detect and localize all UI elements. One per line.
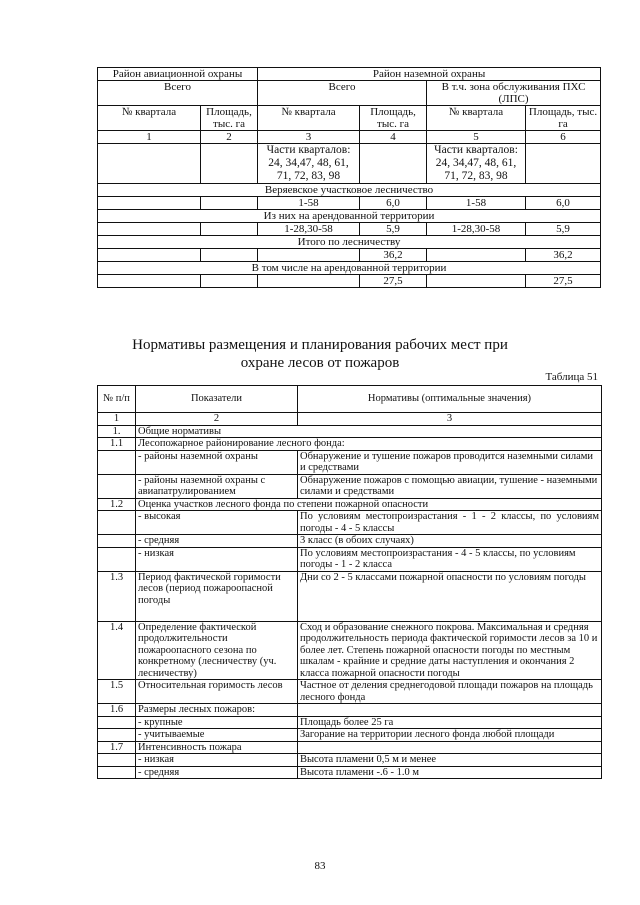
norm-cell: По условиям местопроизрастания - 4 - 5 классы, по условиям погоды - 1 - 2 класса xyxy=(298,547,602,571)
row-num: 1.6 xyxy=(98,704,136,717)
empty-cell xyxy=(98,729,136,742)
page-number: 83 xyxy=(314,860,326,872)
quarter-no-header: № квартала xyxy=(98,106,201,131)
norm-cell: Загорание на территории лесного фонда любой площади xyxy=(298,729,602,742)
norm-cell: 3 класс (в обоих случаях) xyxy=(298,535,602,548)
row-title: Оценка участков лесного фонда по степени пожарной опасности xyxy=(136,498,602,511)
empty-cell xyxy=(98,144,201,184)
area-value: 6,0 xyxy=(360,197,427,210)
empty-cell xyxy=(201,275,258,288)
col-num: 1 xyxy=(98,413,136,426)
norm-cell: Обнаружение и тушение пожаров проводится наземными силами и средствами xyxy=(298,450,602,474)
row-num: 1.1 xyxy=(98,438,136,451)
row-num: 1. xyxy=(98,425,136,438)
col-num: 2 xyxy=(136,413,298,426)
indicator-cell: - высокая xyxy=(136,511,298,535)
leased-header-row: Из них на арендованной территории xyxy=(98,210,601,223)
empty-cell xyxy=(526,144,601,184)
air-zone-header: Район авиационной охраны xyxy=(98,68,258,81)
quarter-range: 1-58 xyxy=(258,197,360,210)
indicator-cell: - районы наземной охраны xyxy=(136,450,298,474)
empty-cell xyxy=(98,275,201,288)
indicator-cell: - районы наземной охраны с авиапатрулированием xyxy=(136,474,298,498)
col-num: 3 xyxy=(258,131,360,144)
norms-table xyxy=(97,385,602,779)
col-num: 2 xyxy=(201,131,258,144)
parts-of-quarters-cell: Части кварталов: 24, 34,47, 48, 61, 71, 72, 83, 98 xyxy=(427,144,526,184)
row-num: 1.3 xyxy=(98,571,136,621)
norm-cell: Площадь более 25 га xyxy=(298,716,602,729)
empty-cell xyxy=(98,547,136,571)
norm-cell: Дни со 2 - 5 классами пожарной опасности по условиям погоды xyxy=(298,571,602,621)
empty-cell xyxy=(427,249,526,262)
empty-cell xyxy=(98,535,136,548)
ground-zone-header: Район наземной охраны xyxy=(258,68,601,81)
row-num: 1.4 xyxy=(98,621,136,680)
empty-cell xyxy=(98,249,201,262)
indicator-cell: - низкая xyxy=(136,754,298,767)
total-air-header: Всего xyxy=(98,81,258,106)
row-num: 1.5 xyxy=(98,680,136,704)
empty-cell xyxy=(98,197,201,210)
total-value: 36,2 xyxy=(526,249,601,262)
area-header: Площадь, тыс. га xyxy=(360,106,427,131)
empty-cell xyxy=(98,766,136,779)
empty-cell xyxy=(427,275,526,288)
indicator-cell: - средняя xyxy=(136,766,298,779)
indicator-cell: Определение фактической продолжительности пожароопасного сезона по конкретному (лесничеству (уч. лесничеству) xyxy=(136,621,298,680)
empty-cell xyxy=(98,511,136,535)
quarter-range: 1-28,30-58 xyxy=(427,223,526,236)
total-forestry-row: Итого по лесничеству xyxy=(98,236,601,249)
indicator-cell: Период фактической горимости лесов (период пожароопасной погоды xyxy=(136,571,298,621)
incl-leased-row: В том числе на арендованной территории xyxy=(98,262,601,275)
section-heading: Нормативы размещения и планирования рабочих мест при охране лесов от пожаров xyxy=(132,337,508,371)
norm-cell: Высота пламени 0,5 м и менее xyxy=(298,754,602,767)
empty-cell xyxy=(201,249,258,262)
empty-cell xyxy=(201,223,258,236)
col-num: 3 xyxy=(298,413,602,426)
indicator-cell: Относительная горимость лесов xyxy=(136,680,298,704)
empty-cell xyxy=(98,450,136,474)
row-title: Лесопожарное районирование лесного фонда: xyxy=(136,438,602,451)
indicator-cell: - средняя xyxy=(136,535,298,548)
norms-header: Нормативы (оптимальные значения) xyxy=(298,386,602,413)
empty-cell xyxy=(201,144,258,184)
indicators-header: Показатели xyxy=(136,386,298,413)
norm-cell: Частное от деления среднегодовой площади пожаров на площадь лесного фонда xyxy=(298,680,602,704)
row-title: Интенсивность пожара xyxy=(136,741,298,754)
norm-cell: Обнаружение пожаров с помощью авиации, тушение - наземными силами и средствами xyxy=(298,474,602,498)
row-num: 1.2 xyxy=(98,498,136,511)
empty-cell xyxy=(298,741,602,754)
quarters-table xyxy=(97,67,601,288)
empty-cell xyxy=(201,197,258,210)
empty-cell xyxy=(258,275,360,288)
pxs-zone-header: В т.ч. зона обслуживания ПХС (ЛПС) xyxy=(427,81,601,106)
quarter-no-header: № квартала xyxy=(427,106,526,131)
indicator-cell: - крупные xyxy=(136,716,298,729)
col-num: 4 xyxy=(360,131,427,144)
col-num: 1 xyxy=(98,131,201,144)
area-header: Площадь, тыс. га xyxy=(201,106,258,131)
row-title: Общие нормативы xyxy=(136,425,602,438)
leased-value: 27,5 xyxy=(526,275,601,288)
empty-cell xyxy=(298,704,602,717)
norm-cell: По условиям местопроизрастания - 1 - 2 классы, по условиям погоды - 4 - 5 классы xyxy=(298,511,602,535)
forestry-district-row: Веряевское участковое лесничество xyxy=(98,184,601,197)
empty-cell xyxy=(360,144,427,184)
col-num: 5 xyxy=(427,131,526,144)
col-num: 6 xyxy=(526,131,601,144)
leased-value: 27,5 xyxy=(360,275,427,288)
indicator-cell: - низкая xyxy=(136,547,298,571)
total-ground-header: Всего xyxy=(258,81,427,106)
parts-of-quarters-cell: Части кварталов: 24, 34,47, 48, 61, 71, 72, 83, 98 xyxy=(258,144,360,184)
norm-cell: Сход и образование снежного покрова. Максимальная и средняя продолжительность периода фактической горимости лесов за 10 и более лет. Степень пожарной опасности погоды по местным шкалам - крайние и средние даты наступления и окончания 2 класса пожарной опасности погоды xyxy=(298,621,602,680)
area-value: 6,0 xyxy=(526,197,601,210)
table-label: Таблица 51 xyxy=(545,371,598,383)
empty-cell xyxy=(98,754,136,767)
area-value: 5,9 xyxy=(526,223,601,236)
quarter-range: 1-28,30-58 xyxy=(258,223,360,236)
area-header: Площадь, тыс. га xyxy=(526,106,601,131)
row-num: 1.7 xyxy=(98,741,136,754)
indicator-cell: - учитываемые xyxy=(136,729,298,742)
quarter-range: 1-58 xyxy=(427,197,526,210)
area-value: 5,9 xyxy=(360,223,427,236)
empty-cell xyxy=(98,474,136,498)
quarter-no-header: № квартала xyxy=(258,106,360,131)
empty-cell xyxy=(258,249,360,262)
norm-cell: Высота пламени -.6 - 1.0 м xyxy=(298,766,602,779)
total-value: 36,2 xyxy=(360,249,427,262)
row-title: Размеры лесных пожаров: xyxy=(136,704,298,717)
empty-cell xyxy=(98,716,136,729)
num-header: № п/п xyxy=(98,386,136,413)
empty-cell xyxy=(98,223,201,236)
